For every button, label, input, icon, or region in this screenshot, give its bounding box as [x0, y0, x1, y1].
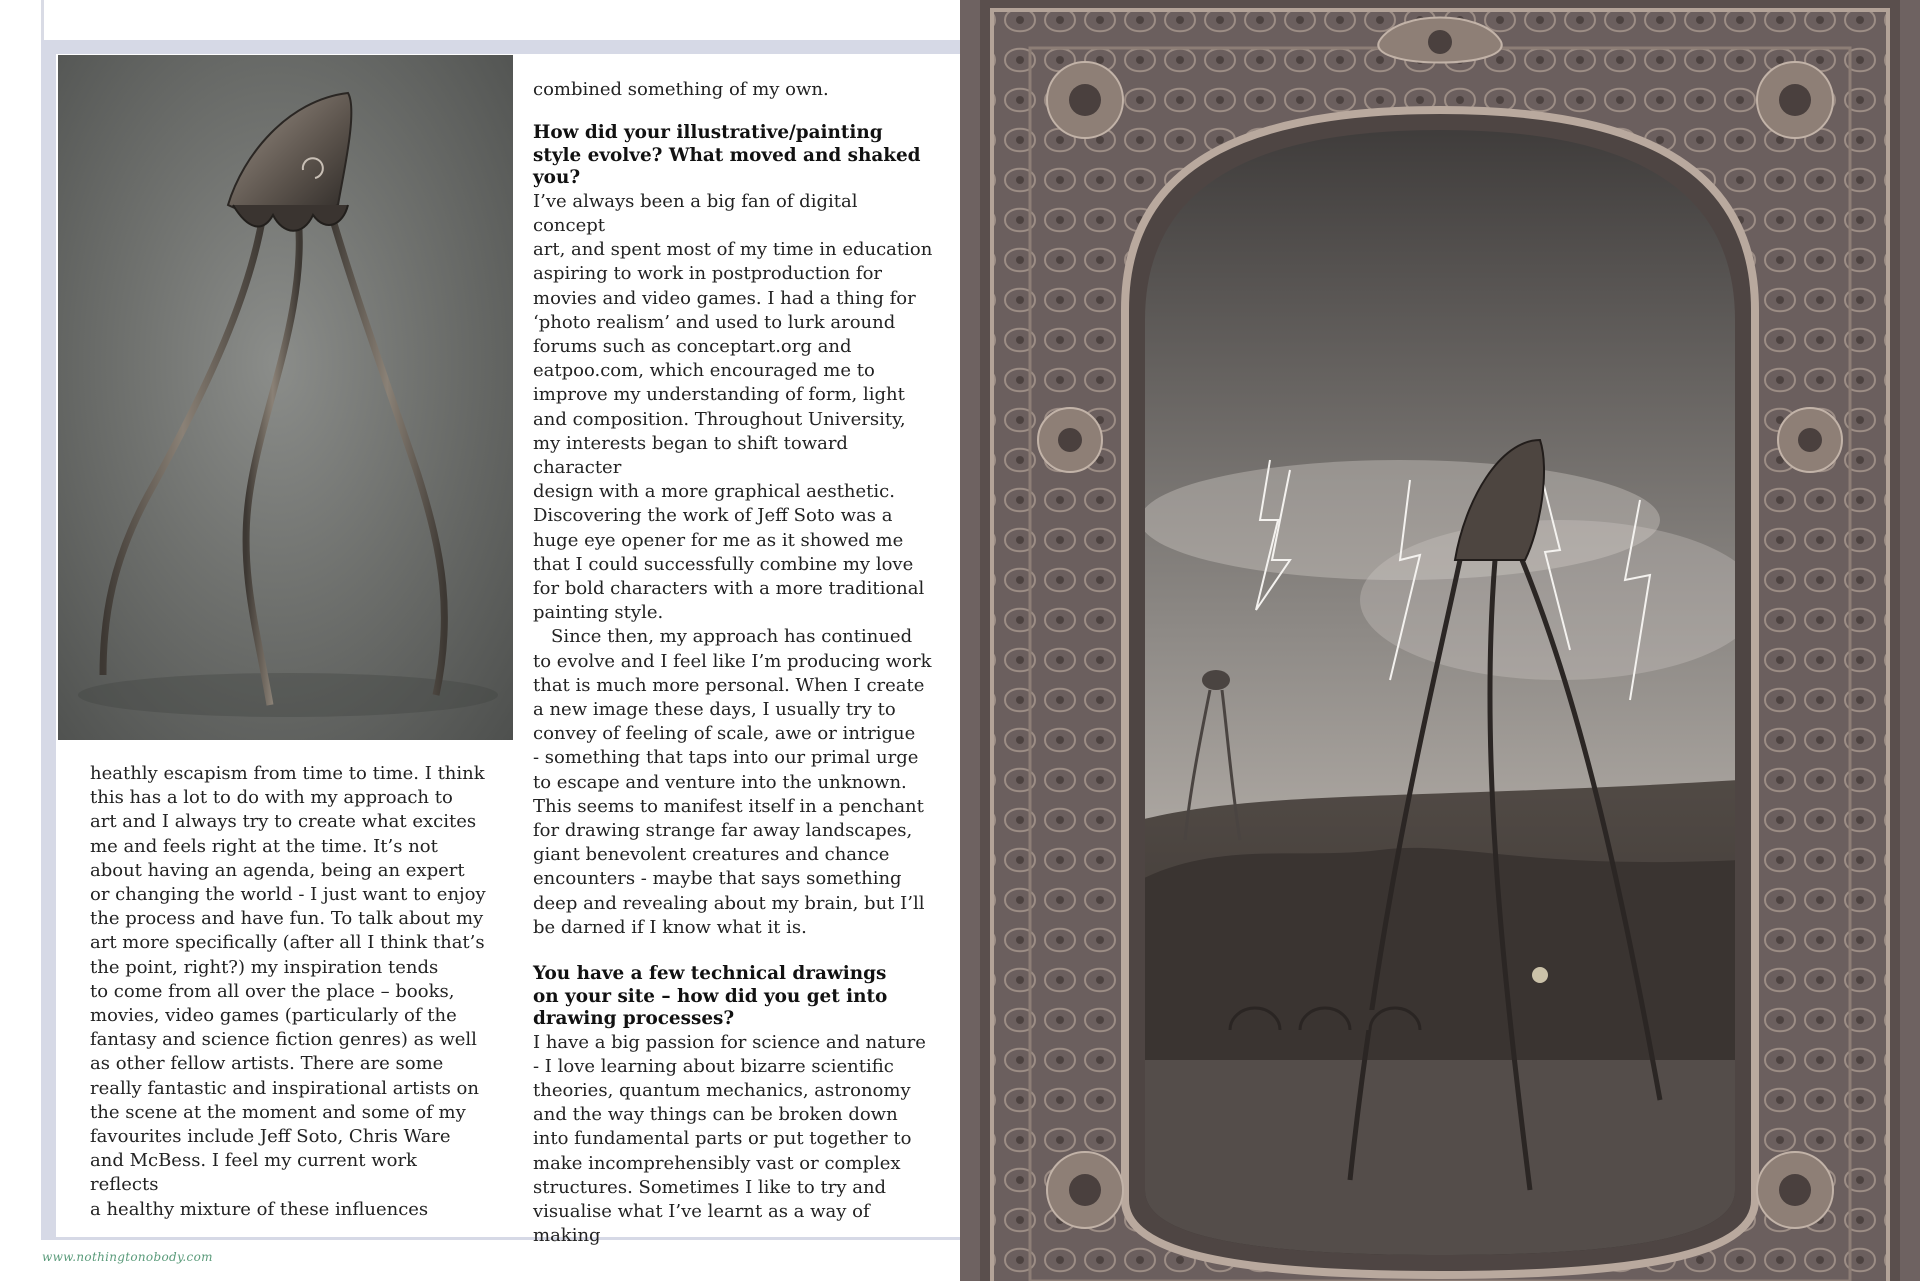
question-heading-2: You have a few technical drawings on your site – how did you get into drawing processes? — [533, 963, 888, 1029]
answer2-paragraph: I have a big passion for science and nature - I love learning about bizarre scientific theories, quantum mechanics, astronomy and the way things can be broken down into fundamental parts or put together to make incomprehensibly vast or complex structures. Sometimes I like to try and visualise what I’ve learnt as a way of making — [533, 1031, 926, 1247]
right-page-illustration — [960, 0, 1920, 1281]
tripod-sculpture-photo — [58, 55, 513, 740]
ornate-frame-artwork — [960, 0, 1920, 1281]
page-top-margin — [41, 0, 960, 40]
column1-paragraph: heathly escapism from time to time. I think this has a lot to do with my approach to art and I always try to create what excites me and feels right at the time. It’s not about having an agenda, being an expert or changing the world - I just want to enjoy the process and have fun. To talk about my art more specifically (after all I think that’s the point, right?) my inspiration tends to come from all over the place – books, movies, video games (particularly of the fantasy and science fiction genres) as well as other fellow artists. There are some really fantastic and inspirational artists on the scene at the moment and some of my favourites include Jeff Soto, Chris Ware and McBess. I feel my current work reflects a healthy mixture of these influences — [90, 763, 486, 1220]
footer-site-url[interactable]: www.nothingtonobody.com — [42, 1250, 213, 1264]
column2-intro-line: combined something of my own. — [533, 79, 829, 100]
article-column-1 — [90, 762, 490, 1222]
question-heading-1: How did your illustrative/painting style evolve? What moved and shaked you? — [533, 122, 921, 189]
article-column-2 — [533, 78, 933, 1248]
answer1-paragraph-2: Since then, my approach has continued to evolve and I feel like I’m producing work that is much more personal. When I create a new image these days, I usually try to convey of feeling of scale, awe or intrigue - something that taps into our primal urge to escape and venture into the unknown. This seems to manifest itself in a penchant for drawing strange far away landscapes, giant benevolent creatures and chance encounters - maybe that says something deep and revealing about my brain, but I’ll be darned if I know what it is. — [533, 626, 932, 938]
answer1-paragraph-1: I’ve always been a big fan of digital concept art, and spent most of my time in education aspiring to work in postproduction for movies and video games. I had a thing for ‘photo realism’ and used to lurk around forums such as conceptart.org and eatpoo.com, which encouraged me to improve my understanding of form, light and composition. Throughout University, my interests began to shift toward character design with a more graphical aesthetic. Discovering the work of Jeff Soto was a huge eye opener for me as it showed me that I could successfully combine my love for bold characters with a more traditional painting style. — [533, 190, 933, 624]
tripod-sculpture-illustration — [58, 55, 513, 740]
